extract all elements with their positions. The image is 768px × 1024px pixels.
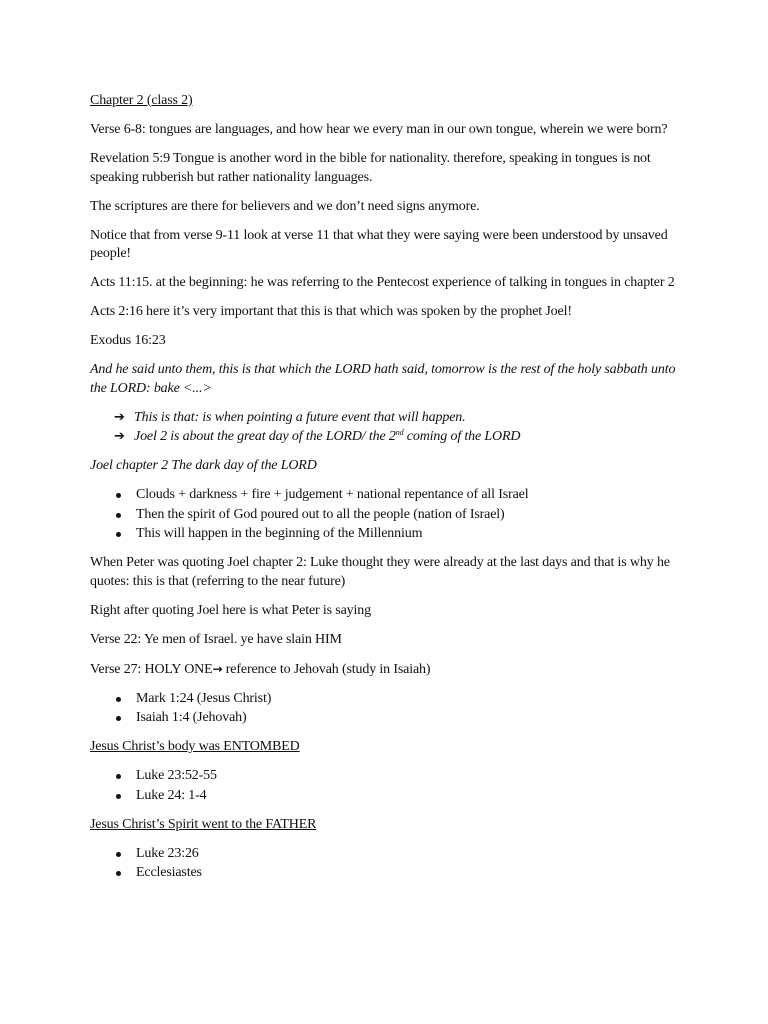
arrow-right-icon: → — [212, 661, 223, 676]
superscript: nd — [395, 428, 404, 437]
list-item: Luke 23:26 — [90, 845, 690, 864]
arrow-list — [90, 409, 690, 447]
paragraph-scriptures: The scriptures are there for believers and we don’t need signs anymore. — [90, 198, 480, 214]
list-item: Clouds + darkness + fire + judgement + national repentance of all Israel — [90, 486, 690, 505]
arrow-item-text-end: coming of the LORD — [403, 429, 521, 444]
list-item: Mark 1:24 (Jesus Christ) — [90, 690, 690, 709]
paragraph-exodus: Exodus 16:23 — [90, 333, 166, 348]
list-item: Luke 23:52-55 — [90, 767, 690, 786]
holy-one-list — [90, 690, 690, 728]
paragraph-acts-11: Acts 11:15. at the beginning: he was referring to the Pentecost experience of talking in tongues in chapter 2 — [90, 275, 675, 290]
entombed-heading: Jesus Christ’s body was ENTOMBED — [90, 739, 300, 754]
list-item: Then the spirit of God poured out to all the people (nation of Israel) — [90, 506, 690, 525]
list-item: This will happen in the beginning of the Millennium — [90, 525, 690, 544]
paragraph-verse-22: Verse 22: Ye men of Israel. ye have slain HIM — [90, 631, 342, 647]
joel-heading: Joel chapter 2 The dark day of the LORD — [90, 458, 317, 473]
verse-27-text-end: reference to Jehovah (study in Isaiah) — [222, 661, 431, 677]
quote-exodus: And he said unto them, this is that which the LORD hath said, tomorrow is the rest of the holy sabbath unto the LORD: bake <...> — [90, 362, 676, 396]
joel-list — [90, 486, 690, 544]
arrow-item — [90, 428, 690, 447]
paragraph-right-after: Right after quoting Joel here is what Peter is saying — [90, 602, 371, 618]
arrow-item-text: This is that: is when pointing a future event that will happen. — [134, 409, 466, 425]
arrow-right-icon: ➔ — [114, 409, 125, 425]
paragraph-verse-6-8: Verse 6-8: tongues are languages, and how hear we every man in our own tongue, wherein we were born? — [90, 122, 668, 137]
document-page — [90, 92, 690, 893]
arrow-right-icon: ➔ — [114, 429, 125, 444]
paragraph-revelation: Revelation 5:9 Tongue is another word in the bible for nationality. therefore, speaking in tongues is not speaking rubberish but rather nationality languages. — [90, 151, 651, 185]
list-item: Ecclesiastes — [90, 864, 690, 883]
paragraph-notice: Notice that from verse 9-11 look at verse 11 that what they were saying were been understood by unsaved people! — [90, 227, 668, 261]
paragraph-verse-27 — [90, 660, 690, 680]
arrow-item — [90, 409, 690, 428]
paragraph-peter: When Peter was quoting Joel chapter 2: Luke thought they were already at the last days and that is why he quotes: this is that (referring to the near future) — [90, 555, 670, 589]
paragraph-acts-2: Acts 2:16 here it’s very important that this is that which was spoken by the prophet Joel! — [90, 304, 572, 319]
father-list — [90, 845, 690, 883]
verse-27-text: Verse 27: HOLY ONE — [90, 661, 213, 677]
chapter-heading: Chapter 2 (class 2) — [90, 93, 193, 108]
list-item: Luke 24: 1-4 — [90, 787, 690, 806]
arrow-item-text: Joel 2 is about the great day of the LORD/ the 2 — [134, 429, 396, 444]
entombed-list — [90, 767, 690, 805]
list-item: Isaiah 1:4 (Jehovah) — [90, 709, 690, 728]
father-heading: Jesus Christ’s Spirit went to the FATHER — [90, 816, 317, 832]
